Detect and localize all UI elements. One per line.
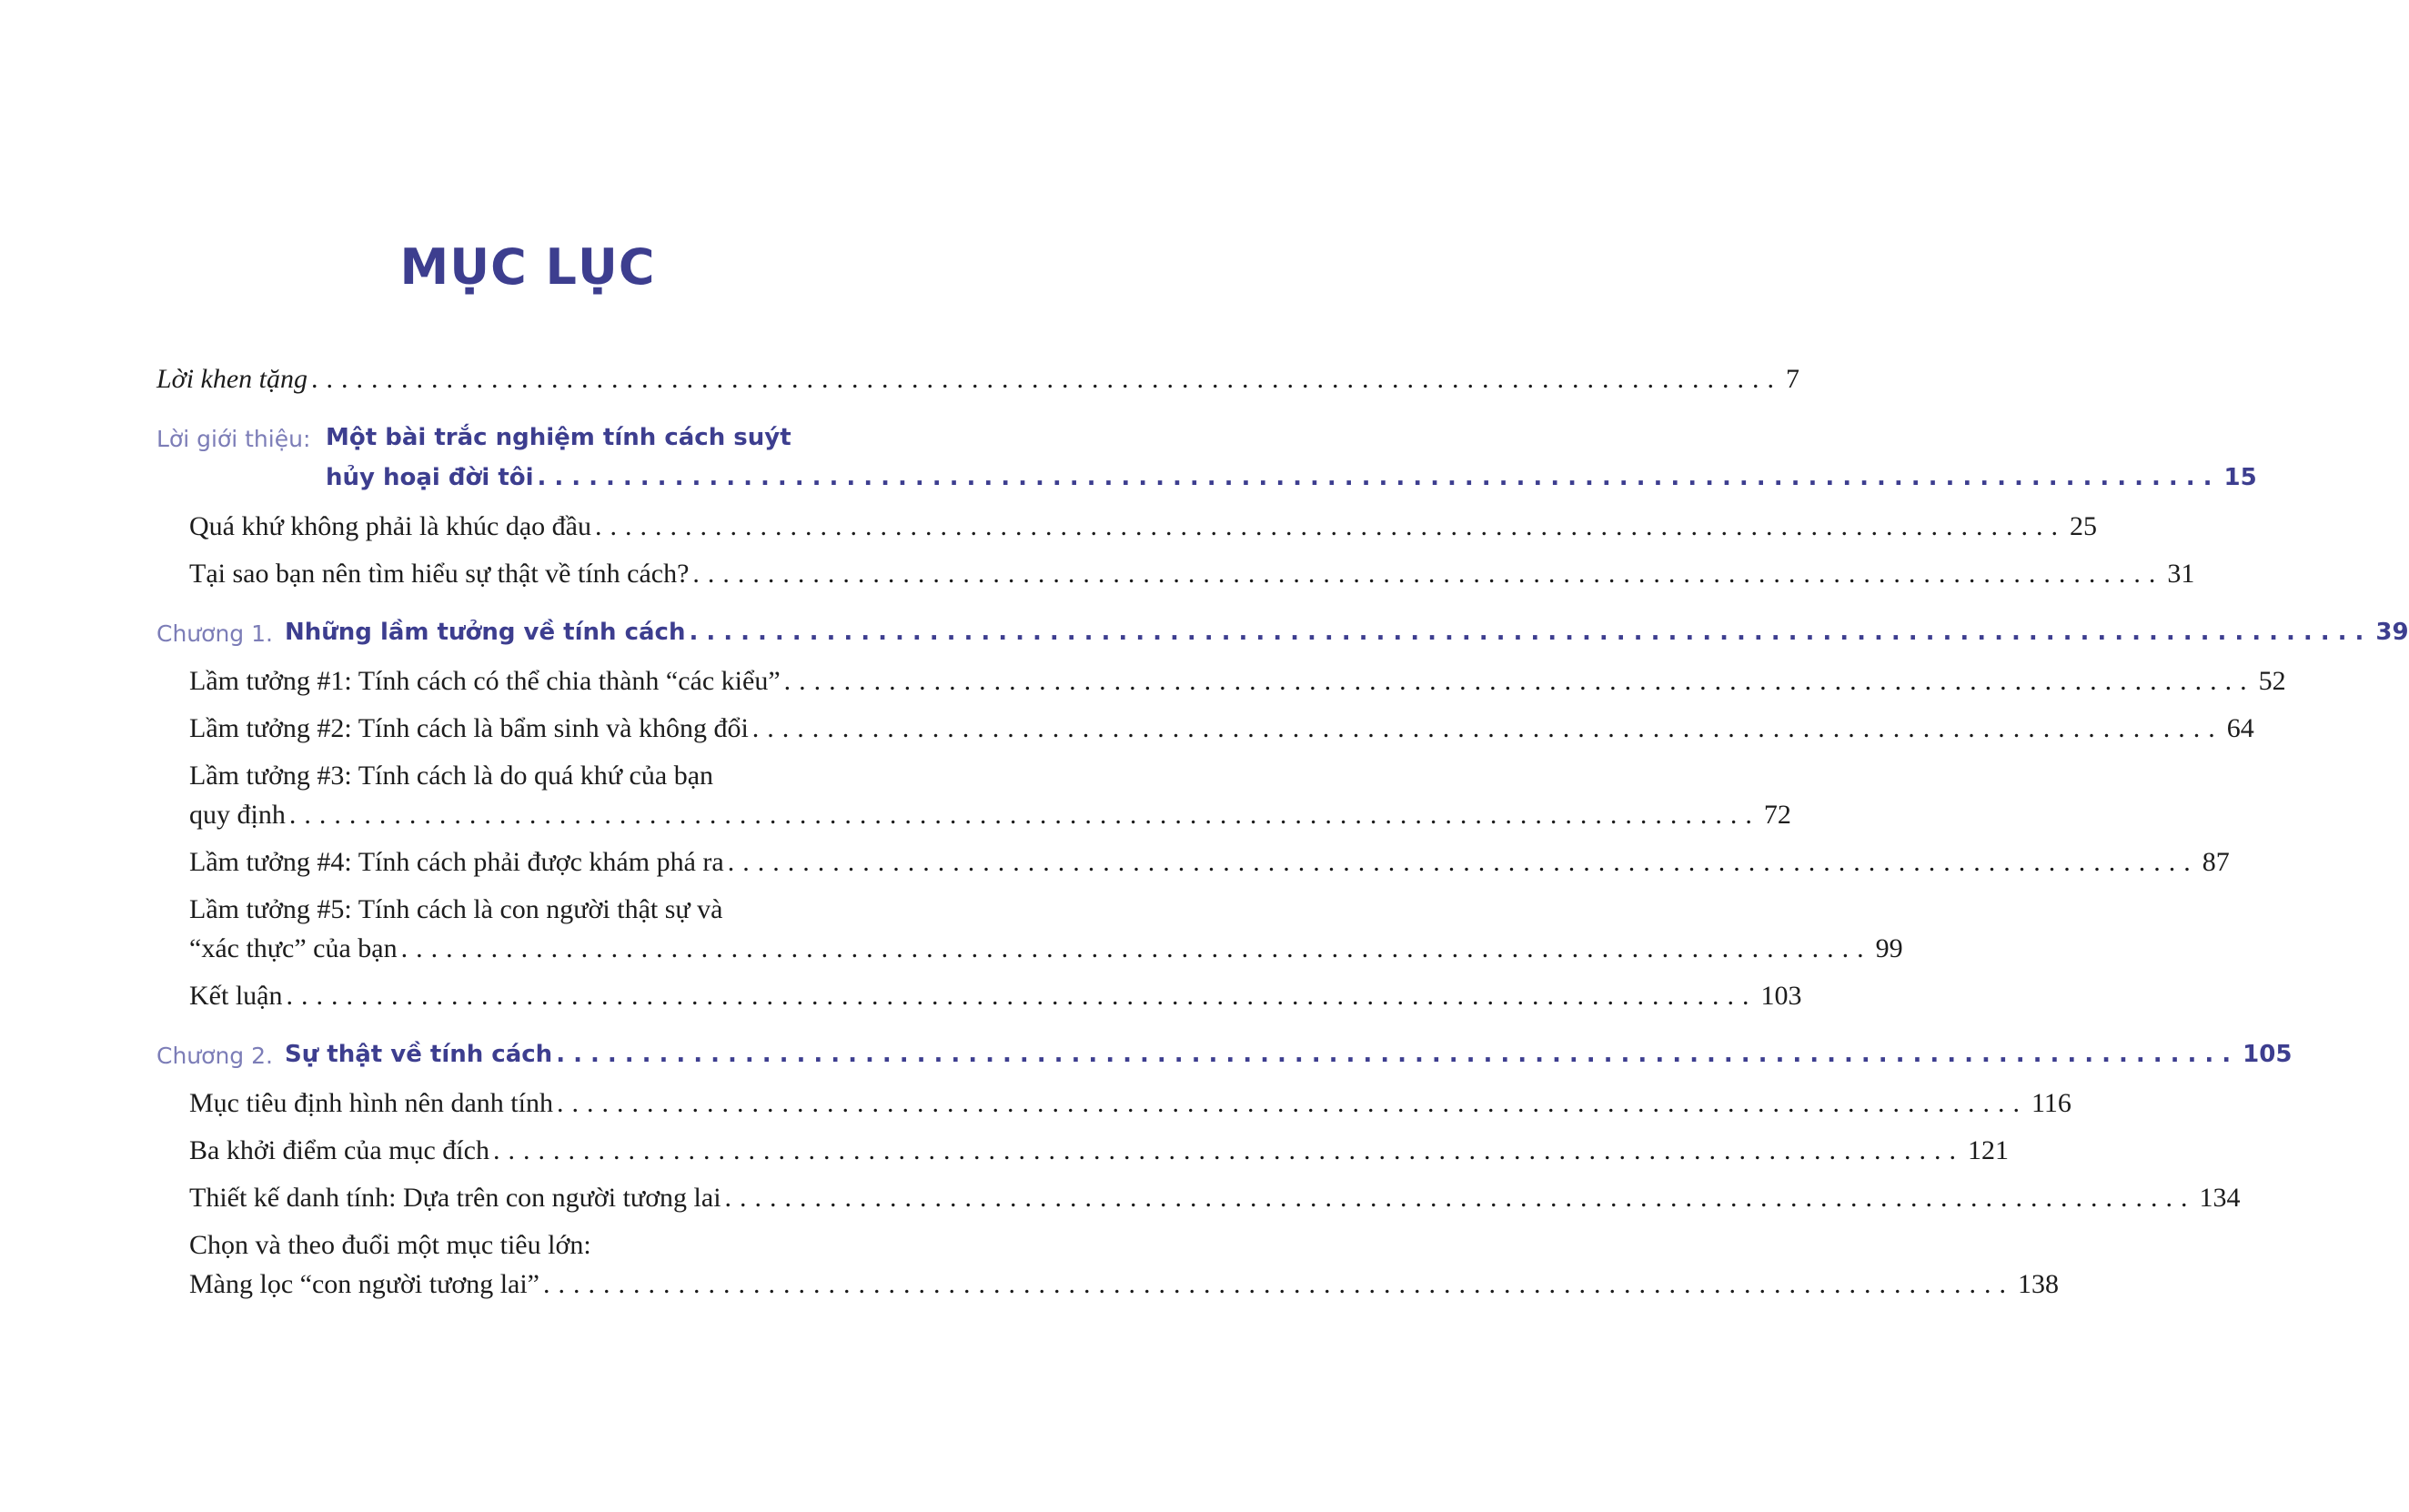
toc-entry-text: Ba khởi điểm của mục đích bbox=[189, 1135, 489, 1165]
toc-entry-ch1-sub3-line1[interactable]: Lầm tưởng #3: Tính cách là do quá khứ của bạn bbox=[189, 761, 714, 791]
toc-entry-text: Kết luận bbox=[189, 981, 283, 1011]
leader-dots: .................................................................................................. bbox=[595, 511, 2066, 541]
toc-entry-text: Quá khứ không phải là khúc dạo đầu bbox=[189, 511, 591, 541]
leader-dots: .................................................................................................. bbox=[556, 1088, 2028, 1118]
toc-entry-ch1-sub1[interactable] bbox=[189, 666, 2286, 696]
leader-dots: .................................................................................................. bbox=[400, 933, 1872, 963]
leader-dots: .................................................................................................. bbox=[724, 1183, 2196, 1213]
intro-title-line1[interactable]: Một bài trắc nghiệm tính cách suýt bbox=[326, 424, 791, 451]
toc-entry-page: 116 bbox=[2031, 1088, 2071, 1118]
toc-entry-ch2-sub4-line1[interactable]: Chọn và theo đuổi một mục tiêu lớn: bbox=[189, 1230, 591, 1260]
toc-entry-ch2-sub2[interactable] bbox=[189, 1135, 2009, 1165]
chapter1-label: Chương 1. bbox=[156, 620, 273, 647]
toc-entry-text: Mục tiêu định hình nên danh tính bbox=[189, 1088, 553, 1118]
toc-entry-page: 103 bbox=[1760, 981, 1802, 1011]
toc-entry-page: 72 bbox=[1763, 800, 1791, 830]
leader-dots: .................................................................................................. bbox=[288, 800, 1760, 830]
toc-entry-intro-sub1[interactable] bbox=[189, 511, 2097, 541]
leader-dots: .................................................................................................. bbox=[751, 713, 2223, 743]
toc-entry-text: Lời khen tặng bbox=[156, 364, 307, 394]
toc-entry-text: Lầm tưởng #2: Tính cách là bẩm sinh và không đổi bbox=[189, 713, 749, 743]
leader-dots: .................................................................................................. bbox=[727, 847, 2199, 877]
toc-entry-page: 52 bbox=[2258, 666, 2286, 696]
leader-dots: .................................................................................................. bbox=[537, 464, 2221, 491]
chapter2-label: Chương 2. bbox=[156, 1043, 273, 1069]
toc-entry-page: 31 bbox=[2167, 559, 2195, 589]
toc-entry-intro-sub2[interactable] bbox=[189, 559, 2195, 589]
leader-dots: .................................................................................................. bbox=[492, 1135, 1964, 1165]
toc-entry-text: hủy hoại đời tôi bbox=[326, 464, 534, 491]
toc-entry-ch1-sub5-line1[interactable]: Lầm tưởng #5: Tính cách là con người thật sự và bbox=[189, 894, 723, 924]
toc-entry-text: Lầm tưởng #1: Tính cách có thể chia thành “các kiểu” bbox=[189, 666, 781, 696]
toc-entry-ch1-sub2[interactable] bbox=[189, 713, 2254, 743]
leader-dots: .................................................................................................. bbox=[286, 981, 1758, 1011]
leader-dots: .................................................................................................. bbox=[692, 559, 2164, 589]
leader-dots: .................................................................................................. bbox=[556, 1041, 2240, 1068]
toc-entry-page: 15 bbox=[2223, 464, 2257, 491]
toc-entry-text: “xác thực” của bạn bbox=[189, 933, 398, 963]
toc-entry-ch1-sub3[interactable] bbox=[189, 800, 1791, 830]
toc-entry-text: Lầm tưởng #4: Tính cách phải được khám phá ra bbox=[189, 847, 724, 877]
leader-dots: .................................................................................................. bbox=[783, 666, 2255, 696]
page-title: MỤC LỤC bbox=[399, 238, 656, 296]
toc-entry-ch1-sub6[interactable] bbox=[189, 981, 1802, 1011]
toc-entry-text: Thiết kế danh tính: Dựa trên con người tương lai bbox=[189, 1183, 721, 1213]
toc-entry-text: Tại sao bạn nên tìm hiểu sự thật về tính cách? bbox=[189, 559, 690, 589]
toc-entry-ch2-sub4[interactable] bbox=[189, 1269, 2059, 1299]
toc-entry-page: 39 bbox=[2375, 619, 2409, 646]
toc-entry-praise[interactable] bbox=[156, 364, 1799, 394]
toc-entry-page: 64 bbox=[2226, 713, 2254, 743]
toc-entry-ch2-sub3[interactable] bbox=[189, 1183, 2241, 1213]
toc-entry-page: 7 bbox=[1786, 364, 1799, 394]
leader-dots: .................................................................................................. bbox=[543, 1269, 2014, 1299]
toc-entry-page: 99 bbox=[1875, 933, 1903, 963]
toc-entry-text: Sự thật về tính cách bbox=[285, 1041, 553, 1068]
leader-dots: .................................................................................................. bbox=[311, 364, 1782, 394]
intro-label: Lời giới thiệu: bbox=[156, 426, 311, 452]
leader-dots: .................................................................................................. bbox=[689, 619, 2373, 646]
toc-entry-text: Màng lọc “con người tương lai” bbox=[189, 1269, 539, 1299]
toc-entry-page: 138 bbox=[2018, 1269, 2059, 1299]
toc-entry-page: 121 bbox=[1967, 1135, 2009, 1165]
toc-entry-chapter1[interactable] bbox=[285, 619, 2409, 646]
toc-entry-page: 87 bbox=[2202, 847, 2230, 877]
toc-entry-page: 134 bbox=[2199, 1183, 2241, 1213]
toc-entry-text: quy định bbox=[189, 800, 286, 830]
toc-entry-ch1-sub4[interactable] bbox=[189, 847, 2230, 877]
toc-entry-text: Những lầm tưởng về tính cách bbox=[285, 619, 686, 646]
toc-entry-ch2-sub1[interactable] bbox=[189, 1088, 2071, 1118]
toc-entry-page: 105 bbox=[2243, 1041, 2293, 1068]
toc-entry-chapter2[interactable] bbox=[285, 1041, 2293, 1068]
toc-entry-page: 25 bbox=[2070, 511, 2097, 541]
toc-entry-intro[interactable] bbox=[326, 464, 2257, 491]
toc-entry-ch1-sub5[interactable] bbox=[189, 933, 1903, 963]
